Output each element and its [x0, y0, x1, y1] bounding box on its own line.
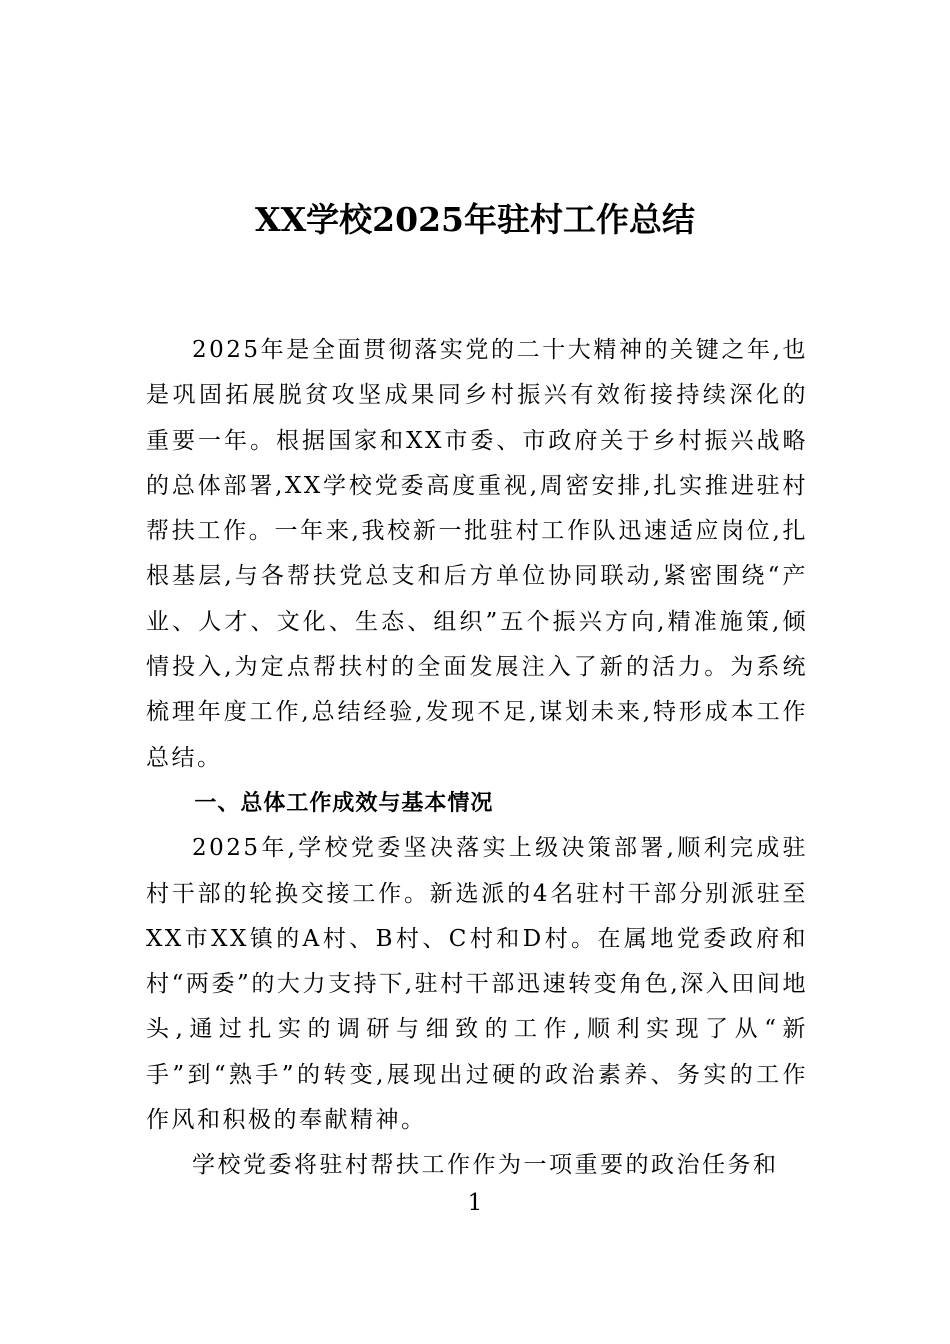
document-body	[146, 328, 808, 1189]
intro-paragraph: 2025年是全面贯彻落实党的二十大精神的关键之年,也是巩固拓展脱贫攻坚成果同乡村振兴有效衔接持续深化的重要一年。根据国家和XX市委、市政府关于乡村振兴战略的总体部署,XX学校党委高度重视,周密安排,扎实推进驻村帮扶工作。一年来,我校新一批驻村工作队迅速适应岗位,扎根基层,与各帮扶党总支和后方单位协同联动,紧密围绕“产业、人才、文化、生态、组织”五个振兴方向,精准施策,倾情投入,为定点帮扶村的全面发展注入了新的活力。为系统梳理年度工作,总结经验,发现不足,谋划未来,特形成本工作总结。	[146, 337, 808, 771]
section-paragraph: 2025年,学校党委坚决落实上级决策部署,顺利完成驻村干部的轮换交接工作。新选派的4名驻村干部分别派驻至XX市XX镇的A村、B村、C村和D村。在属地党委政府和村“两委”的大力支持下,驻村干部迅速转变角色,深入田间地头,通过扎实的调研与细致的工作,顺利实现了从“新手”到“熟手”的转变,展现出过硬的政治素养、务实的工作作风和积极的奉献精神。	[146, 835, 808, 1134]
section-paragraph: 学校党委将驻村帮扶工作作为一项重要的政治任务和	[192, 1152, 779, 1179]
page-number: 1	[467, 1190, 483, 1216]
section-heading: 一、总体工作成效与基本情况	[194, 790, 494, 816]
document-title: XX学校2025年驻村工作总结	[254, 200, 696, 239]
